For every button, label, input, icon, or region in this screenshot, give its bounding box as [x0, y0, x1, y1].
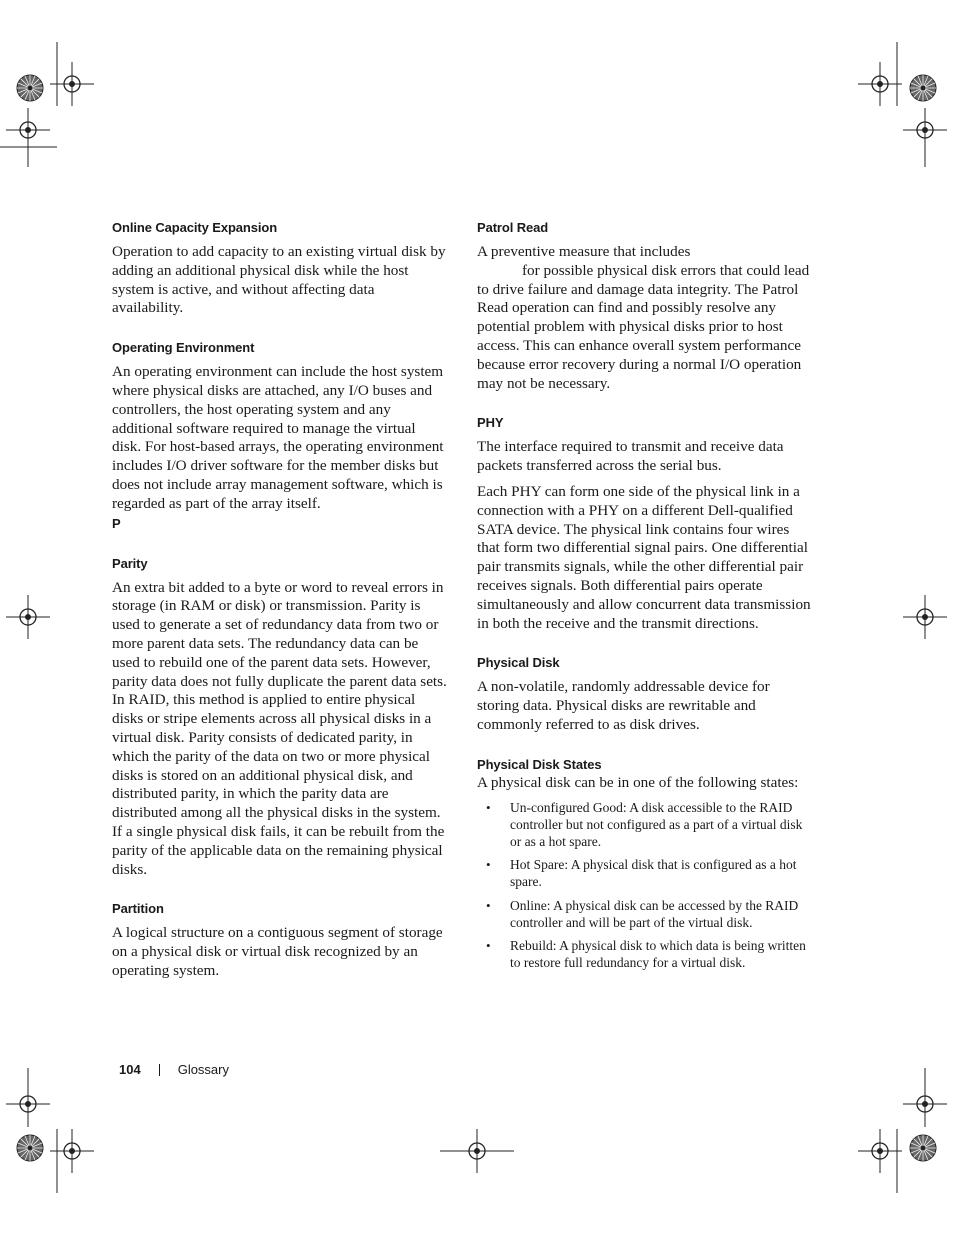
- crop-mark-bottom-left: [28, 1068, 57, 1193]
- registration-burst-icon: [910, 75, 936, 101]
- registration-burst-icon: [910, 1135, 936, 1161]
- footer-divider: [159, 1064, 160, 1076]
- term-heading: Physical Disk States: [477, 756, 602, 772]
- bullet-icon: •: [486, 857, 491, 873]
- term-heading: Patrol Read: [477, 220, 549, 235]
- registration-burst-icon: [17, 75, 43, 101]
- definition-line: A preventive measure that includes: [477, 243, 691, 260]
- footer-section-title: Glossary: [177, 1062, 229, 1077]
- registration-crosshair-icon: [858, 62, 902, 106]
- state-list: [477, 799, 812, 972]
- list-item-text: Online: A physical disk can be accessed by the RAID controller and will be part of the virtual disk.: [510, 897, 799, 930]
- list-item: [477, 856, 812, 890]
- glossary-letter-heading: P: [112, 515, 121, 531]
- list-item-text: Hot Spare: A physical disk that is configured as a hot spare.: [510, 857, 797, 890]
- list-item-text: Rebuild: A physical disk to which data is being written to restore full redundancy for a virtual disk.: [510, 937, 806, 971]
- term-definition: A logical structure on a contiguous segment of storage on a physical disk or virtual disk recognized by an operating system.: [112, 924, 443, 979]
- term-definition: Operation to add capacity to an existing virtual disk by adding an additional physical disk while the host system is active, and without affecting data availability.: [112, 243, 446, 317]
- crop-mark-bottom-right: [897, 1068, 925, 1193]
- term-heading: Parity: [112, 555, 148, 571]
- term-heading: Operating Environment: [112, 340, 255, 356]
- list-item: [477, 937, 812, 971]
- list-item: [477, 897, 812, 931]
- bullet-icon: •: [486, 937, 491, 953]
- term-definition: The interface required to transmit and receive data packets transferred across the serial bus.: [477, 438, 784, 475]
- registration-crosshair-icon: [858, 1129, 902, 1173]
- page-number: 104: [119, 1062, 141, 1077]
- registration-crosshair-icon: [6, 595, 50, 639]
- term-definition: A non-volatile, randomly addressable device for storing data. Physical disks are rewritable and commonly referred to as disk drives.: [477, 678, 770, 733]
- term-heading: Online Capacity Expansion: [112, 220, 278, 235]
- term-definition: Each PHY can form one side of the physical link in a connection with a PHY on a different Dell-qualified SATA device. The physical link contains four wires that form two differential signal pairs. One differential pair transmits signals, while the other differential pair receives signals. Both differential pairs operate simultaneously and allow concurrent data transmission in both the receive and the transmit directions.: [477, 482, 811, 632]
- definition-line: for possible physical disk errors that could lead to drive failure and damage data integrity. The Patrol Read operation can find and possibly resolve any potential problem with physical disks prior to host access. This can enhance overall system performance because error recovery during a normal I/O operation may not be necessary.: [477, 261, 810, 392]
- right-column: [477, 218, 812, 977]
- term-heading: Partition: [112, 901, 164, 917]
- list-item: [477, 799, 812, 851]
- term-definition: An extra bit added to a byte or word to reveal errors in storage (in RAM or disk) or transmission. Parity is used to generate a set of redundancy data from two or more parent data sets. The redundancy data can be used to rebuild one of the parent data sets. However, parity data does not fully duplicate the parent data sets. In RAID, this method is applied to entire physical disks or stripe elements across all physical disks in a virtual disk. Parity consists of dedicated parity, in which the parity of the data on two or more physical disks is stored on an additional physical disk, and distributed parity, in which the parity data are distributed among all the physical disks in the system. If a single physical disk fails, it can be rebuilt from the parity of the applicable data on the remaining physical disks.: [112, 578, 447, 878]
- term-definition: A physical disk can be in one of the following states:: [477, 773, 799, 791]
- registration-burst-icon: [17, 1135, 43, 1161]
- page-footer: [119, 1061, 229, 1079]
- list-item-text: Un-configured Good: A disk accessible to the RAID controller but not configured as a part of a virtual disk or as a hot spare.: [510, 799, 803, 849]
- left-column: [112, 218, 447, 981]
- bullet-icon: •: [486, 897, 491, 913]
- term-heading: PHY: [477, 415, 504, 431]
- registration-crosshair-icon: [903, 1082, 947, 1126]
- registration-crosshair-icon: [903, 595, 947, 639]
- bullet-icon: •: [486, 799, 491, 815]
- term-definition: An operating environment can include the host system where physical disks are attached, any I/O buses and controllers, the host operating system and any additional software required to manage the virtual disk. For host-based arrays, the operating environment includes I/O driver software for the member disks but does not include array management software, which is regarded as part of the array itself.: [112, 363, 444, 512]
- term-definition: [477, 243, 812, 393]
- registration-crosshair-icon: [6, 1082, 50, 1126]
- term-heading: Physical Disk: [477, 655, 560, 671]
